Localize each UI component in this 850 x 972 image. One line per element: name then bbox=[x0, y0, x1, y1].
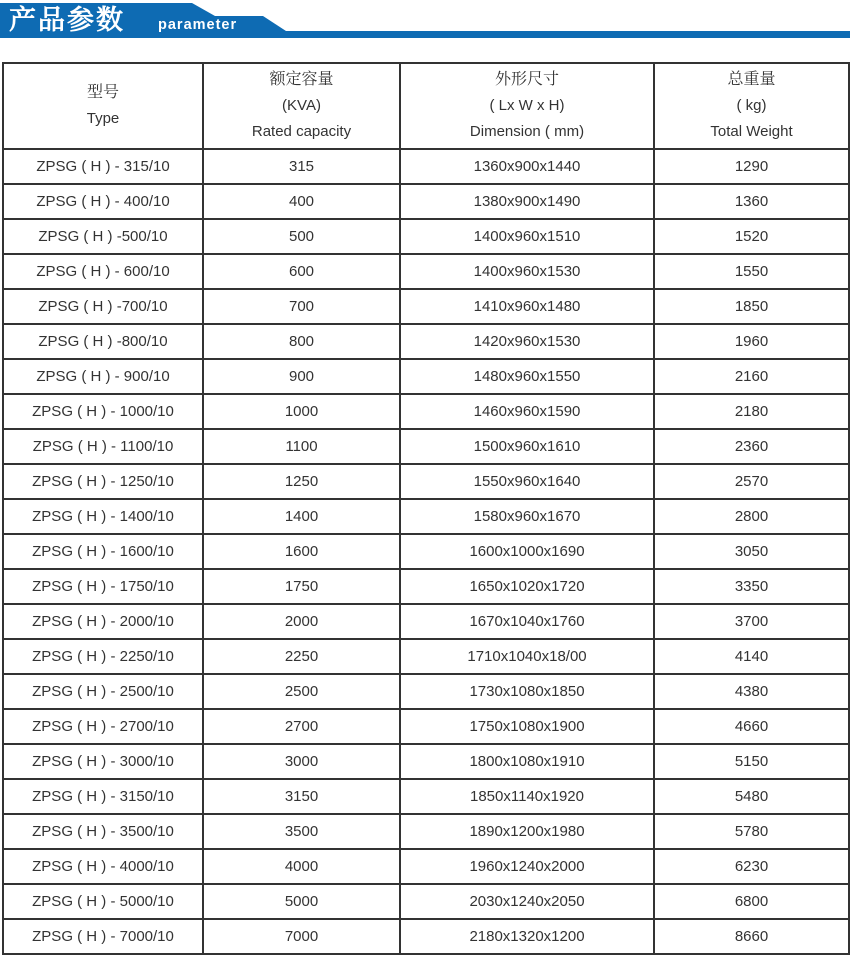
cell-capacity: 2700 bbox=[203, 709, 400, 744]
cell-dimension: 2030x1240x2050 bbox=[400, 884, 654, 919]
header-model-en: Type bbox=[86, 110, 120, 127]
table-row bbox=[3, 254, 849, 289]
cell-capacity: 3000 bbox=[203, 744, 400, 779]
parameter-table bbox=[2, 62, 850, 955]
cell-weight: 1290 bbox=[654, 149, 849, 184]
cell-weight: 3350 bbox=[654, 569, 849, 604]
cell-dimension: 1410x960x1480 bbox=[400, 289, 654, 324]
cell-capacity: 7000 bbox=[203, 919, 400, 954]
header-dimension-zh: 外形尺寸 bbox=[494, 71, 559, 88]
table-row bbox=[3, 919, 849, 954]
table-row bbox=[3, 429, 849, 464]
cell-weight: 5150 bbox=[654, 744, 849, 779]
cell-dimension: 1600x1000x1690 bbox=[400, 534, 654, 569]
page-title: 产品参数 bbox=[9, 5, 125, 35]
cell-model: ZPSG ( H ) - 900/10 bbox=[3, 359, 203, 394]
table-body bbox=[3, 149, 849, 954]
cell-capacity: 900 bbox=[203, 359, 400, 394]
table-row bbox=[3, 219, 849, 254]
cell-dimension: 1580x960x1670 bbox=[400, 499, 654, 534]
table-row bbox=[3, 849, 849, 884]
table-row bbox=[3, 534, 849, 569]
cell-capacity: 2250 bbox=[203, 639, 400, 674]
header-weight-en: Total Weight bbox=[710, 123, 793, 140]
cell-weight: 1960 bbox=[654, 324, 849, 359]
cell-weight: 1360 bbox=[654, 184, 849, 219]
header-model-column bbox=[3, 63, 203, 149]
cell-model: ZPSG ( H ) -800/10 bbox=[3, 324, 203, 359]
cell-dimension: 1710x1040x18/00 bbox=[400, 639, 654, 674]
cell-dimension: 1890x1200x1980 bbox=[400, 814, 654, 849]
table-row bbox=[3, 149, 849, 184]
cell-dimension: 1960x1240x2000 bbox=[400, 849, 654, 884]
page-subtitle: parameter bbox=[158, 17, 238, 33]
cell-dimension: 2180x1320x1200 bbox=[400, 919, 654, 954]
cell-model: ZPSG ( H ) - 7000/10 bbox=[3, 919, 203, 954]
table-row bbox=[3, 639, 849, 674]
cell-model: ZPSG ( H ) - 4000/10 bbox=[3, 849, 203, 884]
table-row bbox=[3, 499, 849, 534]
cell-dimension: 1850x1140x1920 bbox=[400, 779, 654, 814]
table-row bbox=[3, 289, 849, 324]
cell-model: ZPSG ( H ) - 1750/10 bbox=[3, 569, 203, 604]
cell-capacity: 1600 bbox=[203, 534, 400, 569]
table-row bbox=[3, 464, 849, 499]
cell-weight: 4380 bbox=[654, 674, 849, 709]
table-header bbox=[3, 63, 849, 149]
cell-model: ZPSG ( H ) -700/10 bbox=[3, 289, 203, 324]
cell-capacity: 3150 bbox=[203, 779, 400, 814]
cell-model: ZPSG ( H ) - 3500/10 bbox=[3, 814, 203, 849]
table-row bbox=[3, 779, 849, 814]
cell-dimension: 1800x1080x1910 bbox=[400, 744, 654, 779]
cell-model: ZPSG ( H ) - 2250/10 bbox=[3, 639, 203, 674]
cell-dimension: 1480x960x1550 bbox=[400, 359, 654, 394]
cell-capacity: 800 bbox=[203, 324, 400, 359]
table-row bbox=[3, 884, 849, 919]
header-capacity-en: Rated capacity bbox=[251, 123, 352, 140]
cell-capacity: 500 bbox=[203, 219, 400, 254]
cell-dimension: 1400x960x1530 bbox=[400, 254, 654, 289]
banner-ribbon-shape bbox=[0, 3, 850, 41]
cell-model: ZPSG ( H ) - 1400/10 bbox=[3, 499, 203, 534]
cell-model: ZPSG ( H ) -500/10 bbox=[3, 219, 203, 254]
table-row bbox=[3, 674, 849, 709]
header-capacity-column bbox=[203, 63, 400, 149]
cell-model: ZPSG ( H ) - 3150/10 bbox=[3, 779, 203, 814]
cell-dimension: 1380x900x1490 bbox=[400, 184, 654, 219]
cell-weight: 5480 bbox=[654, 779, 849, 814]
cell-weight: 2570 bbox=[654, 464, 849, 499]
cell-model: ZPSG ( H ) - 315/10 bbox=[3, 149, 203, 184]
header-model-zh: 型号 bbox=[86, 84, 119, 101]
cell-capacity: 3500 bbox=[203, 814, 400, 849]
header-capacity-unit: (KVA) bbox=[282, 97, 321, 114]
cell-model: ZPSG ( H ) - 5000/10 bbox=[3, 884, 203, 919]
header-dimension-column bbox=[400, 63, 654, 149]
table-row bbox=[3, 604, 849, 639]
cell-dimension: 1420x960x1530 bbox=[400, 324, 654, 359]
table-row bbox=[3, 394, 849, 429]
cell-capacity: 1000 bbox=[203, 394, 400, 429]
cell-weight: 6230 bbox=[654, 849, 849, 884]
cell-model: ZPSG ( H ) - 1250/10 bbox=[3, 464, 203, 499]
cell-capacity: 1100 bbox=[203, 429, 400, 464]
cell-model: ZPSG ( H ) - 2700/10 bbox=[3, 709, 203, 744]
cell-model: ZPSG ( H ) - 1000/10 bbox=[3, 394, 203, 429]
cell-weight: 1520 bbox=[654, 219, 849, 254]
cell-weight: 2180 bbox=[654, 394, 849, 429]
cell-weight: 2360 bbox=[654, 429, 849, 464]
cell-capacity: 2500 bbox=[203, 674, 400, 709]
cell-dimension: 1750x1080x1900 bbox=[400, 709, 654, 744]
cell-model: ZPSG ( H ) - 400/10 bbox=[3, 184, 203, 219]
header-capacity-zh: 额定容量 bbox=[269, 71, 334, 88]
cell-weight: 3050 bbox=[654, 534, 849, 569]
table-row bbox=[3, 569, 849, 604]
cell-capacity: 1750 bbox=[203, 569, 400, 604]
table-row bbox=[3, 709, 849, 744]
cell-dimension: 1730x1080x1850 bbox=[400, 674, 654, 709]
cell-capacity: 5000 bbox=[203, 884, 400, 919]
cell-weight: 2800 bbox=[654, 499, 849, 534]
cell-weight: 1850 bbox=[654, 289, 849, 324]
cell-weight: 3700 bbox=[654, 604, 849, 639]
table-row bbox=[3, 814, 849, 849]
table-row bbox=[3, 324, 849, 359]
cell-dimension: 1670x1040x1760 bbox=[400, 604, 654, 639]
cell-capacity: 315 bbox=[203, 149, 400, 184]
cell-weight: 4660 bbox=[654, 709, 849, 744]
cell-dimension: 1550x960x1640 bbox=[400, 464, 654, 499]
cell-weight: 6800 bbox=[654, 884, 849, 919]
table-header-row bbox=[3, 63, 849, 149]
cell-model: ZPSG ( H ) - 2500/10 bbox=[3, 674, 203, 709]
cell-weight: 5780 bbox=[654, 814, 849, 849]
section-header-banner bbox=[0, 0, 850, 41]
cell-capacity: 600 bbox=[203, 254, 400, 289]
cell-dimension: 1500x960x1610 bbox=[400, 429, 654, 464]
cell-dimension: 1400x960x1510 bbox=[400, 219, 654, 254]
cell-dimension: 1460x960x1590 bbox=[400, 394, 654, 429]
cell-weight: 4140 bbox=[654, 639, 849, 674]
header-dimension-en: Dimension ( mm) bbox=[469, 123, 585, 140]
header-weight-column bbox=[654, 63, 849, 149]
header-weight-zh: 总重量 bbox=[727, 71, 776, 88]
header-dimension-unit: ( Lx W x H) bbox=[489, 97, 565, 114]
cell-model: ZPSG ( H ) - 600/10 bbox=[3, 254, 203, 289]
table-row bbox=[3, 359, 849, 394]
table-row bbox=[3, 744, 849, 779]
cell-capacity: 400 bbox=[203, 184, 400, 219]
cell-model: ZPSG ( H ) - 1100/10 bbox=[3, 429, 203, 464]
cell-weight: 8660 bbox=[654, 919, 849, 954]
table-row bbox=[3, 184, 849, 219]
cell-dimension: 1650x1020x1720 bbox=[400, 569, 654, 604]
cell-capacity: 1400 bbox=[203, 499, 400, 534]
cell-model: ZPSG ( H ) - 3000/10 bbox=[3, 744, 203, 779]
header-weight-unit: ( kg) bbox=[736, 97, 767, 114]
cell-capacity: 700 bbox=[203, 289, 400, 324]
cell-model: ZPSG ( H ) - 1600/10 bbox=[3, 534, 203, 569]
cell-capacity: 4000 bbox=[203, 849, 400, 884]
cell-model: ZPSG ( H ) - 2000/10 bbox=[3, 604, 203, 639]
cell-weight: 1550 bbox=[654, 254, 849, 289]
cell-capacity: 2000 bbox=[203, 604, 400, 639]
cell-dimension: 1360x900x1440 bbox=[400, 149, 654, 184]
cell-capacity: 1250 bbox=[203, 464, 400, 499]
cell-weight: 2160 bbox=[654, 359, 849, 394]
